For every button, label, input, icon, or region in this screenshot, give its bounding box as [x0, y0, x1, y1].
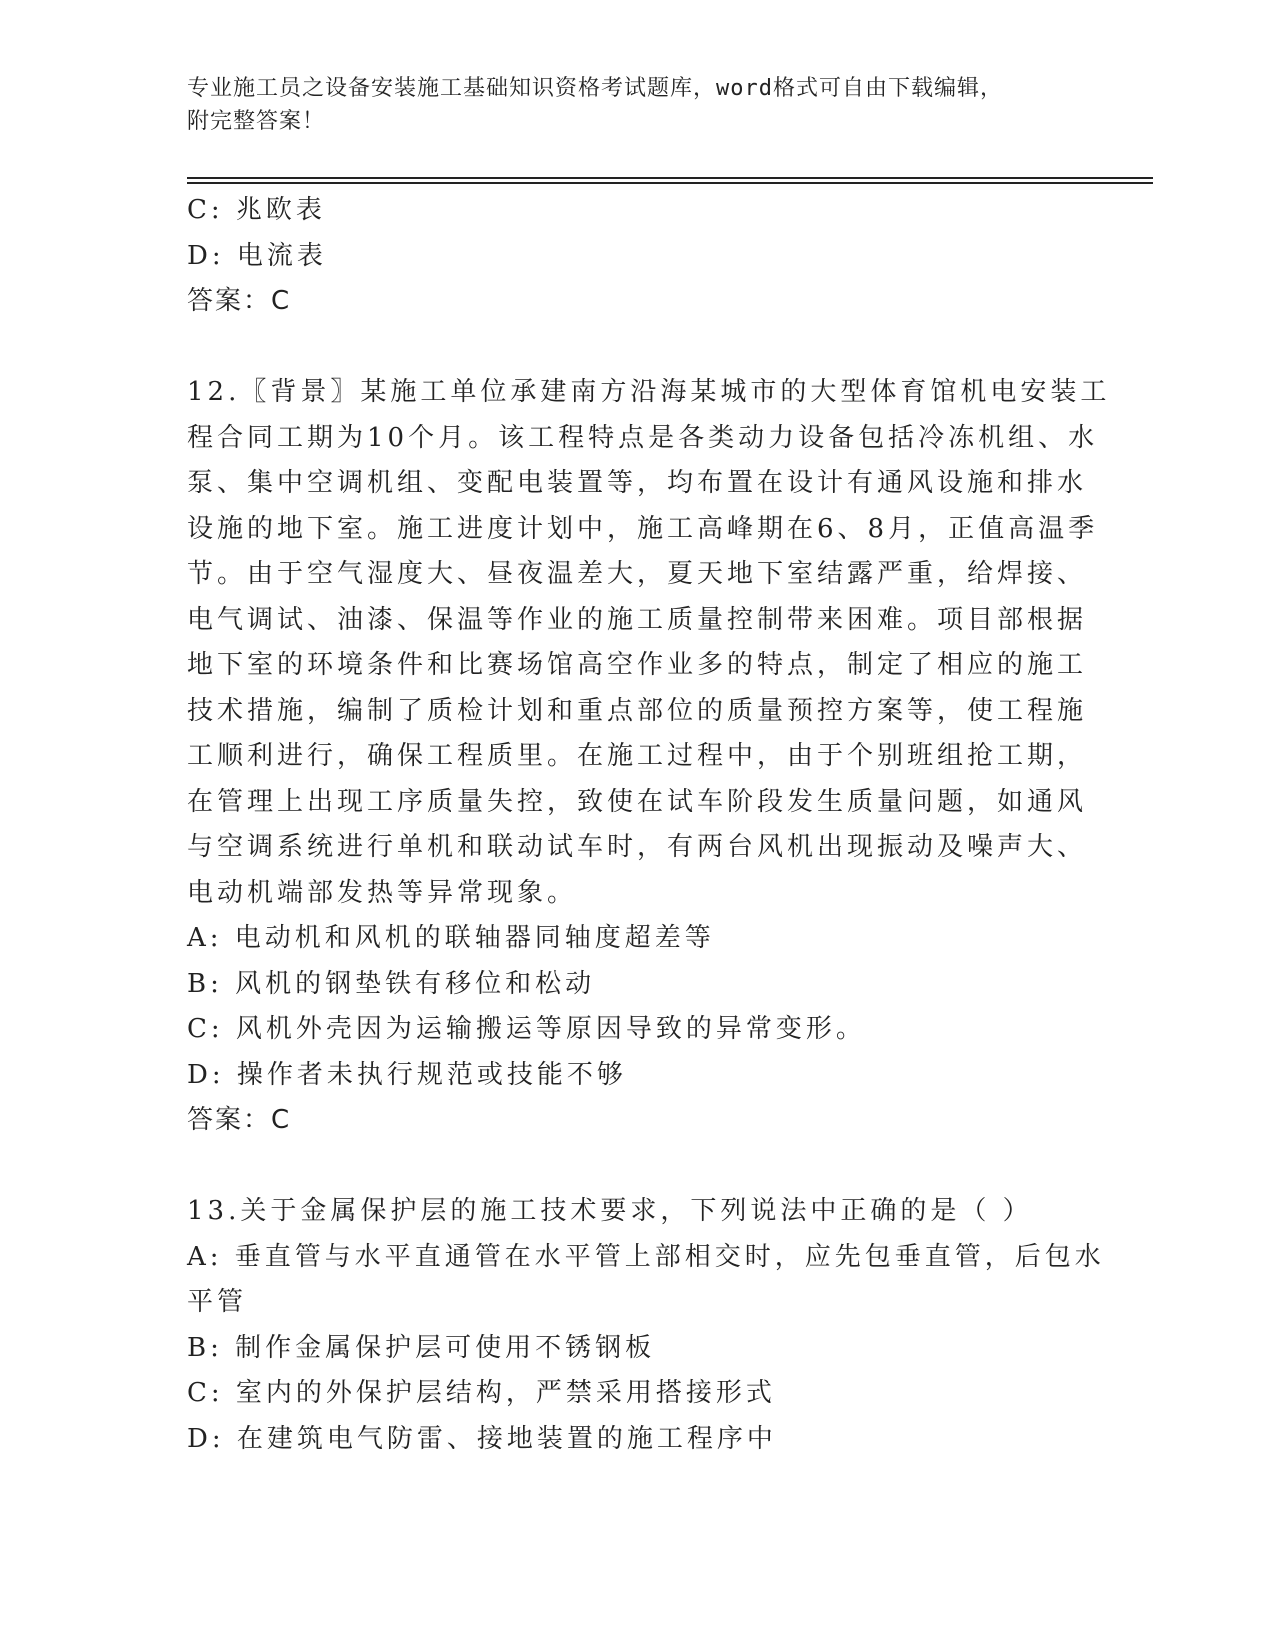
- question-stem-line: 工顺利进行，确保工程质里。在施工过程中，由于个别班组抢工期，: [187, 741, 1088, 771]
- option-b: B: 制作金属保护层可使用不锈钢板: [187, 1332, 656, 1363]
- question-stem-line: 与空调系统进行单机和联动试车时，有两台风机出现振动及噪声大、: [187, 832, 1088, 862]
- header-line-1: 专业施工员之设备安装施工基础知识资格考试题库，word格式可自由下载编辑，: [187, 76, 1003, 101]
- question-stem-line: 设施的地下室。施工进度计划中，施工高峰期在6、8月，正值高温季: [187, 513, 1099, 544]
- question-stem-line: 13.关于金属保护层的施工技术要求，下列说法中正确的是（ ）: [187, 1196, 1033, 1226]
- header-divider-top: [187, 177, 1153, 179]
- question-stem-line: 技术措施，编制了质检计划和重点部位的质量预控方案等，使工程施: [187, 695, 1088, 726]
- question-13: [187, 1189, 1105, 1462]
- option-a: A: 电动机和风机的联轴器同轴度超差等: [187, 923, 715, 953]
- option-b: B: 风机的钢垫铁有移位和松动: [187, 968, 596, 999]
- option-d: D: 在建筑电气防雷、接地装置的施工程序中: [187, 1423, 777, 1454]
- document-header: [187, 72, 1067, 138]
- document-body: [187, 188, 1111, 1462]
- option-c: C: 兆欧表: [187, 195, 326, 225]
- header-divider-bottom: [187, 182, 1153, 184]
- option-a: A: 垂直管与水平直通管在水平管上部相交时，应先包垂直管，后包水: [187, 1241, 1105, 1272]
- question-stem-line: 电气调试、油漆、保温等作业的施工质量控制带来困难。项目部根据: [187, 604, 1088, 635]
- answer-line: 答案：C: [187, 1105, 292, 1135]
- question-stem-line: 电动机端部发热等异常现象。: [187, 877, 578, 908]
- answer-line: 答案：C: [187, 286, 292, 316]
- question-spacer: [187, 325, 1067, 371]
- option-c: C: 风机外壳因为运输搬运等原因导致的异常变形。: [187, 1014, 866, 1044]
- question-stem-line: 在管理上出现工序质量失控，致使在试车阶段发生质量问题，如通风: [187, 786, 1088, 817]
- question-12: [187, 370, 1111, 1144]
- previous-question-tail: [187, 188, 1067, 325]
- header-line-2: 附完整答案！: [187, 109, 326, 134]
- question-stem-line: 泵、集中空调机组、变配电装置等，均布置在设计有通风设施和排水: [187, 468, 1088, 498]
- question-stem-line: 地下室的环境条件和比赛场馆高空作业多的特点，制定了相应的施工: [187, 650, 1088, 680]
- option-d: D: 操作者未执行规范或技能不够: [187, 1059, 627, 1090]
- option-d: D: 电流表: [187, 240, 327, 271]
- question-stem-line: 12.〖背景〗某施工单位承建南方沿海某城市的大型体育馆机电安装工: [187, 377, 1111, 407]
- option-a-continuation: 平管: [187, 1287, 248, 1317]
- question-stem-line: 程合同工期为10个月。该工程特点是各类动力设备包括冷冻机组、水: [187, 422, 1099, 453]
- question-stem-line: 节。由于空气湿度大、昼夜温差大，夏天地下室结露严重，给焊接、: [187, 559, 1088, 589]
- option-c: C: 室内的外保护层结构，严禁采用搭接形式: [187, 1378, 776, 1408]
- question-spacer: [187, 1144, 1067, 1190]
